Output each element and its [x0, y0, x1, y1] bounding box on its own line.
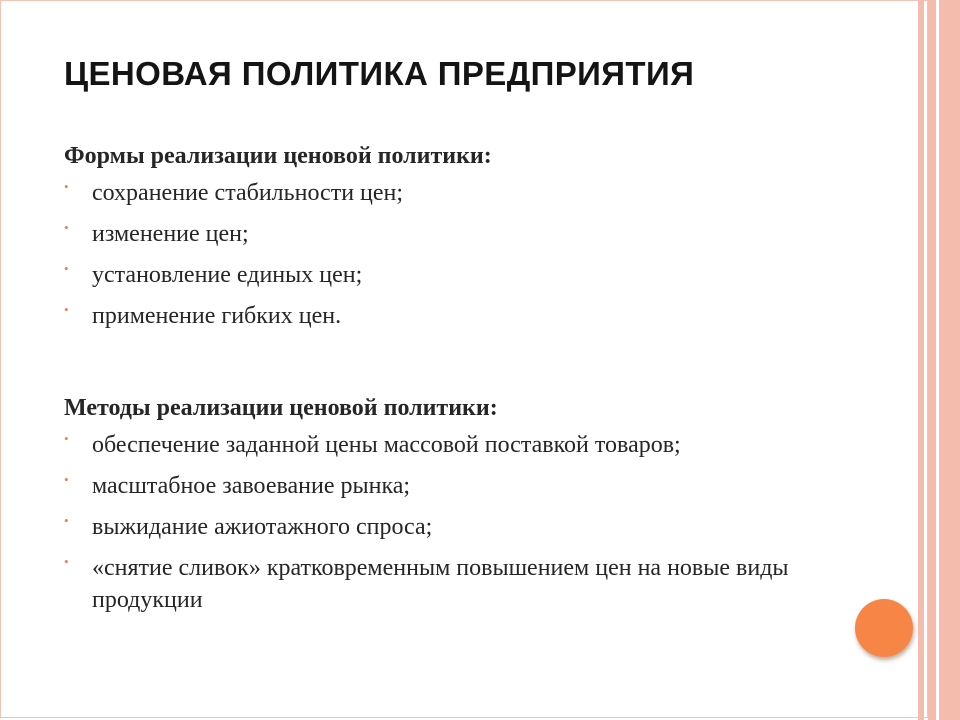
bullet-icon: •	[64, 220, 69, 235]
list-item	[64, 218, 854, 250]
bullet-icon: •	[64, 513, 69, 528]
bullet-list-forms	[64, 177, 854, 332]
list-item	[64, 552, 854, 616]
list-item-text: изменение цен;	[92, 221, 249, 247]
bullet-icon: •	[64, 179, 69, 194]
list-item-text: масштабное завоевание рынка;	[92, 473, 411, 499]
list-item-text: «снятие сливок» кратковременным повышением цен на новые виды продукции	[92, 555, 789, 613]
section-spacer	[64, 341, 854, 387]
bullet-list-methods	[64, 429, 854, 616]
section-heading-methods: Методы реализации ценовой политики:	[64, 395, 498, 421]
list-item	[64, 429, 854, 461]
bullet-icon: •	[64, 431, 69, 446]
list-item	[64, 300, 854, 332]
slide-content	[64, 135, 854, 625]
stripe	[928, 0, 936, 720]
stripe	[918, 0, 924, 720]
bullet-icon: •	[64, 472, 69, 487]
list-item-text: применение гибких цен.	[92, 303, 342, 329]
list-item-text: сохранение стабильности цен;	[92, 180, 404, 206]
list-item	[64, 259, 854, 291]
bullet-icon: •	[64, 261, 69, 276]
stripe	[939, 0, 960, 720]
list-item-text: выжидание ажиотажного спроса;	[92, 514, 433, 540]
list-item-text: обеспечение заданной цены массовой поставкой товаров;	[92, 432, 681, 458]
decorative-stripes	[918, 0, 960, 720]
section-heading-forms: Формы реализации ценовой политики:	[64, 143, 492, 169]
list-item	[64, 470, 854, 502]
list-item	[64, 511, 854, 543]
bullet-icon: •	[64, 302, 69, 317]
decorative-circle	[855, 599, 913, 657]
bullet-icon: •	[64, 554, 69, 569]
slide-title: ЦЕНОВАЯ ПОЛИТИКА ПРЕДПРИЯТИЯ	[64, 55, 695, 92]
list-item-text: установление единых цен;	[92, 262, 363, 288]
list-item	[64, 177, 854, 209]
